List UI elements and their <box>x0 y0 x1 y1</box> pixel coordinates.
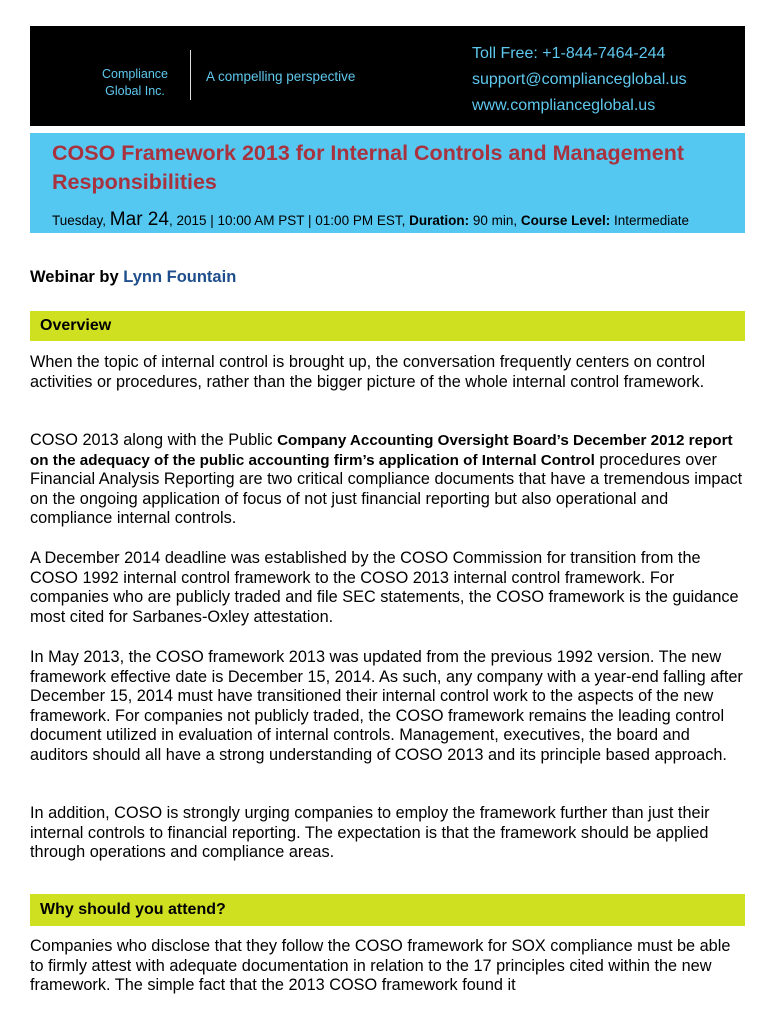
website-link[interactable]: www.complianceglobal.us <box>472 97 656 114</box>
course-meta <box>52 209 689 231</box>
p2-start: COSO 2013 along with the Public <box>30 431 278 449</box>
webinar-by <box>30 268 236 287</box>
course-day: Tuesday, <box>52 213 107 228</box>
overview-paragraph-4: In May 2013, the COSO framework 2013 was updated from the previous 1992 version. The new framework effective date is December 15, 2014. As such, any company with a year-end falling after December 15, 2014 must have transitioned their internal control work to the aspects of the new framework. For companies not publicly traded, the COSO framework remains the leading control document utilized in evaluation of internal controls. Management, executives, the board and auditors should all have a strong understanding of COSO 2013 and its principle based approach. <box>30 648 743 764</box>
overview-heading: Overview <box>30 311 745 341</box>
attend-paragraph-1: Companies who disclose that they follow the COSO framework for SOX compliance must be able to firmly attest with adequate documentation in relation to the 17 principles cited within the new framework. The simple fact that the 2013 COSO framework found it <box>30 937 731 994</box>
header-band <box>30 26 745 126</box>
course-level-label: Course Level: <box>520 213 611 228</box>
company-name-line1: Compliance <box>102 67 169 81</box>
overview-paragraph-5: In addition, COSO is strongly urging companies to employ the framework further than just their internal controls to financial reporting. The expectation is that the framework should be applied through operations and compliance areas. <box>30 804 710 861</box>
course-title: COSO Framework 2013 for Internal Controls and Management Responsibilities <box>52 141 685 194</box>
header-divider <box>190 50 191 100</box>
duration-label: Duration: <box>409 213 470 228</box>
course-level-value: Intermediate <box>613 213 690 228</box>
overview-paragraph-2 <box>30 431 745 529</box>
tagline: A compelling perspective <box>206 69 356 84</box>
company-name <box>102 66 168 100</box>
p2-bold: Company Accounting Oversight Board’s December 2012 report on the adequacy of the public accounting firm’s application of Internal Control <box>30 432 733 469</box>
phone-number: Toll Free: +1-844-7464-244 <box>472 45 666 62</box>
presenter-name[interactable]: Lynn Fountain <box>123 268 237 286</box>
attend-heading: Why should you attend? <box>30 894 745 926</box>
support-email[interactable]: support@complianceglobal.us <box>472 71 687 88</box>
company-name-line2: Global Inc. <box>105 84 165 98</box>
course-date: Mar 24 <box>109 209 169 230</box>
p2-end: procedures over Financial Analysis Reporting are two critical compliance documents that have a tremendous impact on the ongoing application of focus of not just financial reporting but also operational and compliance internal controls. <box>30 450 743 527</box>
overview-paragraph-1: When the topic of internal control is brought up, the conversation frequently centers on control activities or procedures, rather than the bigger picture of the whole internal control framework. <box>30 353 706 391</box>
contact-block <box>472 41 687 119</box>
duration-value: 90 min, <box>472 213 518 228</box>
webinar-label: Webinar by <box>30 268 119 286</box>
overview-paragraph-3: A December 2014 deadline was established by the COSO Commission for transition from the COSO 1992 internal control framework to the COSO 2013 internal control framework. For companies who are publicly traded and file SEC statements, the COSO framework is the guidance most cited for Sarbanes-Oxley attestation. <box>30 549 739 626</box>
course-year-time: , 2015 | 10:00 AM PST | 01:00 PM EST, <box>168 213 406 228</box>
course-title-band <box>30 133 745 233</box>
